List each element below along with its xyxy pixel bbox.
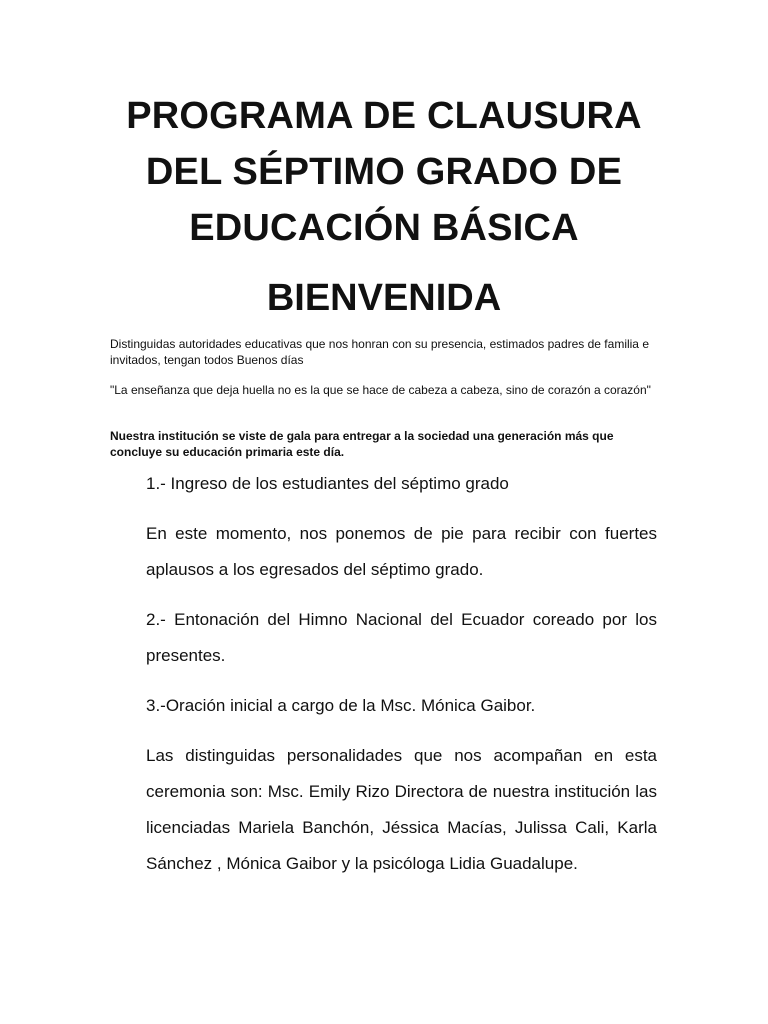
program-item-3: 3.-Oración inicial a cargo de la Msc. Mónica Gaibor. bbox=[146, 696, 536, 715]
section-heading-bienvenida: BIENVENIDA bbox=[266, 277, 502, 319]
program-item-1: 1.- Ingreso de los estudiantes del séptimo grado bbox=[146, 474, 509, 493]
intro-quote: "La enseñanza que deja huella no es la que se hace de cabeza a cabeza, sino de corazón a corazón" bbox=[110, 383, 651, 397]
title-line-3: EDUCACIÓN BÁSICA bbox=[189, 207, 579, 249]
program-item-2: 2.- Entonación del Himno Nacional del Ecuador coreado por los presentes. bbox=[146, 610, 657, 665]
program-paragraph-1: En este momento, nos ponemos de pie para recibir con fuertes aplausos a los egresados del séptimo grado. bbox=[146, 524, 657, 579]
program-paragraph-2: Las distinguidas personalidades que nos acompañan en esta ceremonia son: Msc. Emily Rizo Directora de nuestra institución las licenciadas Mariela Banchón, Jéssica Macías, Julissa Cali, Karla Sánchez , Mónica Gaibor y la psicóloga Lidia Guadalupe. bbox=[146, 746, 657, 873]
intro-statement: Nuestra institución se viste de gala para entregar a la sociedad una generación más que concluye su educación primaria este día. bbox=[110, 429, 614, 459]
page-title bbox=[100, 88, 668, 256]
intro-greeting: Distinguidas autoridades educativas que nos honran con su presencia, estimados padres de familia e invitados, tengan todos Buenos días bbox=[110, 337, 649, 367]
title-line-1: PROGRAMA DE CLAUSURA bbox=[126, 95, 642, 137]
title-line-2: DEL SÉPTIMO GRADO DE bbox=[145, 151, 623, 193]
